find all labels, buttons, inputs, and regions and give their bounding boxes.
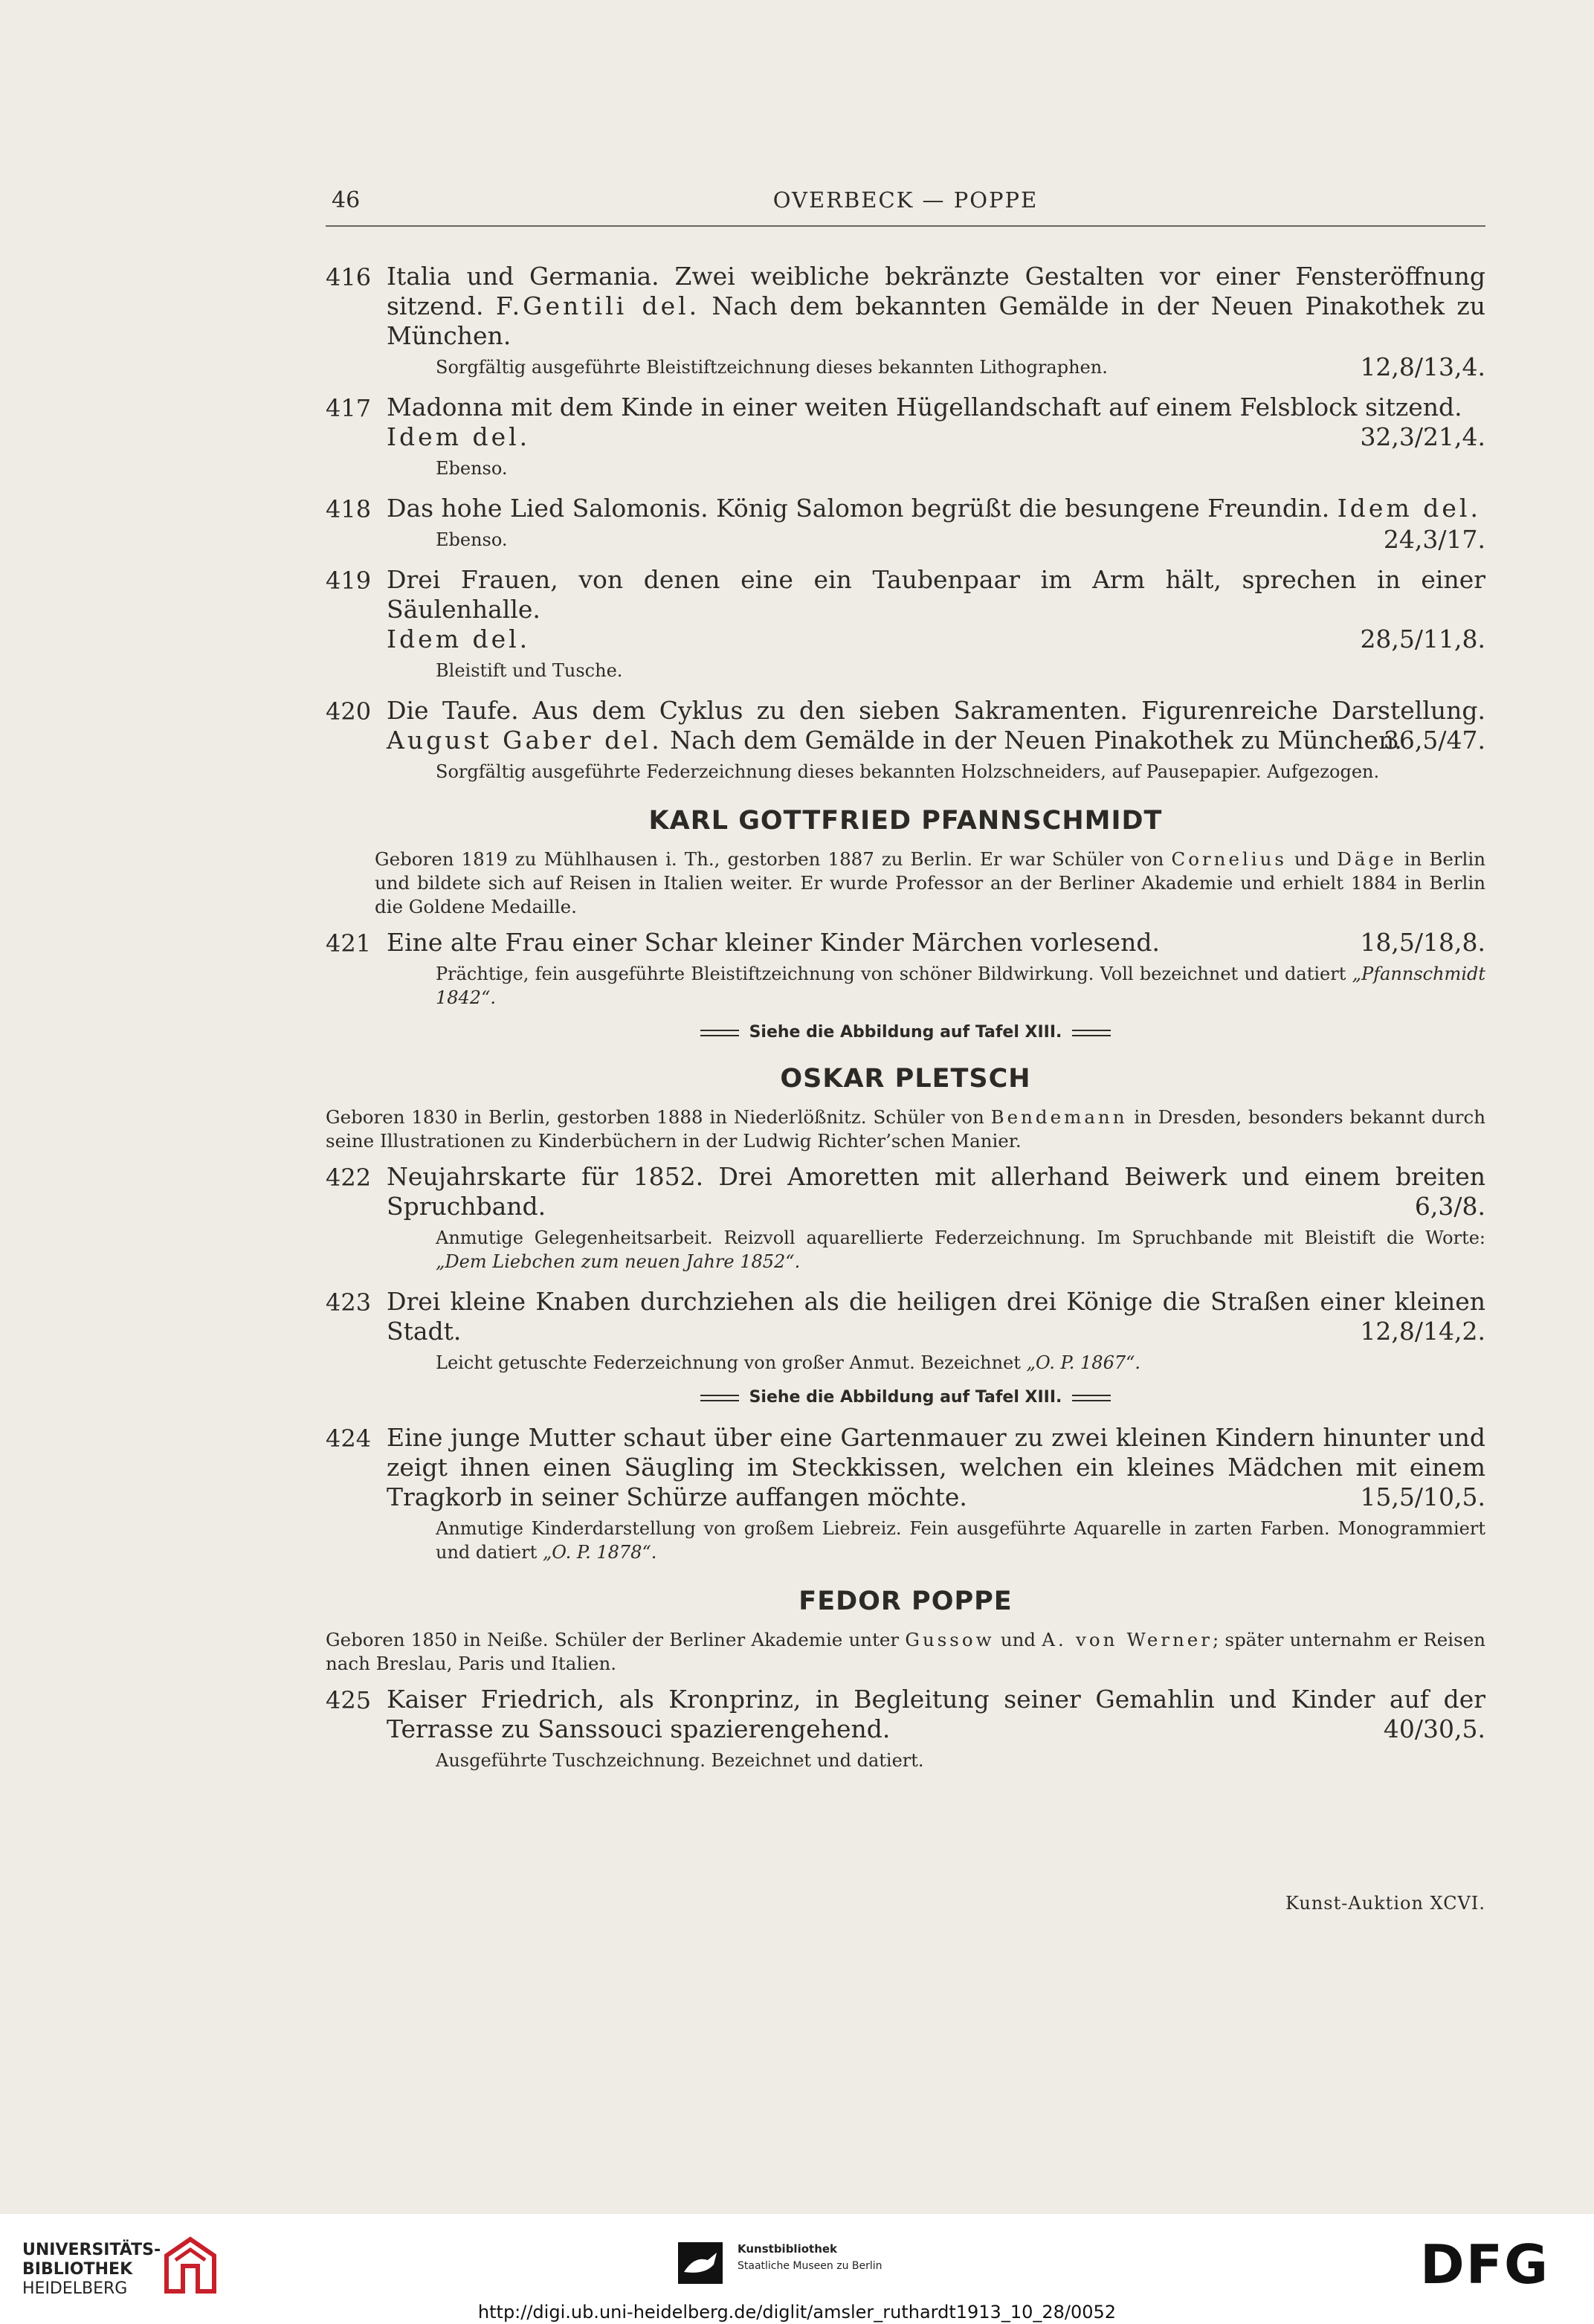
entry-text: Eine alte Frau einer Schar kleiner Kinder Märchen vorlesend. (387, 928, 1160, 957)
entry-text: Das hohe Lied Salomonis. König Salomon begrüßt die besungene Freundin. Idem del. (387, 494, 1481, 523)
plate-reference: Siehe die Abbildung auf Tafel XIII. (326, 1023, 1485, 1042)
entry-note: Ausgeführte Tuschzeichnung. Bezeichnet und datiert. (436, 1750, 924, 1771)
entry-artist: Idem del. (387, 422, 531, 451)
dfg-logo[interactable]: DFG (1420, 2233, 1550, 2296)
artist-heading-poppe: FEDOR POPPE (798, 1587, 1013, 1616)
entry-note: Bleistift und Tusche. (436, 660, 623, 681)
catalog-entry-425 (326, 1685, 1485, 1772)
catalog-entry-420 (326, 696, 1485, 784)
entry-note: 24,3/17. Ebenso. (436, 525, 1485, 554)
catalog-entry-417 (326, 393, 1485, 480)
entry-note: Sorgfältig ausgeführte Federzeichnung dieses bekannten Holzschneiders, auf Pausepapier. Aufgezogen. (436, 761, 1380, 782)
plate-reference: Siehe die Abbildung auf Tafel XIII. (326, 1388, 1485, 1407)
entry-dimensions: 12,8/13,4. (1360, 352, 1485, 381)
catalog-entry-421 (326, 928, 1485, 1010)
entry-text: Eine junge Mutter schaut über eine Gartenmauer zu zwei kleinen Kindern hinunter und zeigt ihnen einen Säugling im Steckkissen, welchen ein kleines Mädchen mit einem Tragkorb in seiner Schürze auffangen möchte. (387, 1423, 1485, 1511)
catalog-entry-424 (326, 1423, 1485, 1564)
catalog-entry-418 (326, 494, 1485, 552)
entry-note: Anmutige Kinderdarstellung von großem Liebreiz. Fein ausgeführte Aquarelle in zarten Farben. Monogrammiert und datiert „O. P. 1878“. (436, 1518, 1485, 1563)
entry-number: 425 (326, 1686, 372, 1714)
entry-number: 416 (326, 263, 372, 291)
entry-dimensions: 6,3/8. (1414, 1192, 1485, 1221)
entry-text: Kaiser Friedrich, als Kronprinz, in Begleitung seiner Gemahlin und Kinder auf der Terrasse zu Sanssouci spazierengehend. (387, 1685, 1485, 1743)
entry-note: Anmutige Gelegenheitsarbeit. Reizvoll aquarellierte Federzeichnung. Im Spruchbande mit Bleistift die Worte: „Dem Liebchen zum neuen Jahre 1852“. (436, 1227, 1485, 1272)
entry-dimensions: 36,5/47. (1383, 726, 1485, 755)
entry-note: Prächtige, fein ausgeführte Bleistiftzeichnung von schöner Bildwirkung. Voll bezeichnet und datiert „Pfannschmidt 1842“. (436, 964, 1485, 1008)
entry-artist: August Gaber del. (387, 726, 662, 755)
catalog-entry-423 (326, 1287, 1485, 1375)
artist-heading-pfannschmidt: KARL GOTTFRIED PFANNSCHMIDT (648, 806, 1163, 836)
entry-artist: F.Gentili del. (495, 291, 700, 320)
entry-number: 417 (326, 394, 372, 422)
entry-note: Ebenso. (436, 458, 508, 479)
entry-dimensions: 28,5/11,8. (1360, 624, 1485, 653)
footer-logo-bar (0, 2214, 1594, 2302)
logo-text-line: HEIDELBERG (22, 2279, 128, 2298)
catalog-entry-419 (326, 565, 1485, 682)
header-rule (326, 225, 1485, 227)
university-library-logo[interactable] (22, 2241, 161, 2299)
entry-dimensions: 18,5/18,8. (1360, 928, 1485, 957)
entry-number: 422 (326, 1163, 372, 1192)
artist-biography: Geboren 1850 in Neiße. Schüler der Berliner Akademie unter Gussow und A. von Werner; später unternahm er Reisen nach Breslau, Paris und Italien. (326, 1629, 1485, 1674)
entry-number: 420 (326, 697, 372, 726)
kunstbibliothek-emblem-icon (678, 2242, 723, 2284)
entry-note: 12,8/13,4. Sorgfältig ausgeführte Bleistiftzeichnung dieses bekannten Lithographen. (436, 352, 1485, 381)
entry-number: 419 (326, 567, 372, 595)
running-header (326, 187, 1485, 217)
catalog-entry-416 (326, 262, 1485, 379)
entry-number: 424 (326, 1424, 372, 1453)
header-title: OVERBECK — POPPE (772, 187, 1039, 213)
logo-text-line: BIBLIOTHEK (22, 2260, 133, 2279)
entry-text: Italia und Germania. Zwei weibliche bekränzte Gestalten vor einer Fensteröffnung sitzend. F.Gentili del. Nach dem bekannten Gemälde in der Neuen Pinakothek zu München. (387, 262, 1485, 350)
entry-number: 418 (326, 495, 372, 523)
entry-number: 423 (326, 1288, 372, 1317)
entry-text: Drei kleine Knaben durchziehen als die heiligen drei Könige die Straßen einer kleinen Stadt. (387, 1287, 1485, 1346)
entry-dimensions: 32,3/21,4. (1360, 422, 1485, 451)
catalog-content (326, 262, 1485, 1786)
artist-heading-pletsch: OSKAR PLETSCH (780, 1064, 1031, 1094)
logo-text-line: UNIVERSITÄTS- (22, 2241, 161, 2259)
entry-dimensions: 15,5/10,5. (1360, 1482, 1485, 1511)
ub-emblem-icon (161, 2233, 220, 2294)
source-url[interactable]: http://digi.ub.uni-heidelberg.de/diglit/amsler_ruthardt1913_10_28/0052 (477, 2302, 1117, 2323)
entry-artist: Idem del. (387, 624, 531, 653)
artist-biography: Geboren 1830 in Berlin, gestorben 1888 in Niederlößnitz. Schüler von Bendemann in Dresden, besonders bekannt durch seine Illustrationen zu Kinderbüchern in der Ludwig Richter’schen Manier. (326, 1106, 1485, 1152)
signature-mark: Kunst-Auktion XCVI. (1285, 1893, 1485, 1914)
entry-dimensions: 12,8/14,2. (1360, 1317, 1485, 1346)
entry-dimensions: 24,3/17. (1383, 525, 1485, 554)
entry-dimensions: 40/30,5. (1383, 1714, 1485, 1743)
artist-biography: Geboren 1819 zu Mühlhausen i. Th., gestorben 1887 zu Berlin. Er war Schüler von Cornelius und Däge in Berlin und bildete sich auf Reisen in Italien weiter. Er wurde Professor an der Berliner Akademie und erhielt 1884 in Berlin die Goldene Medaille. (375, 848, 1485, 917)
page-number: 46 (332, 187, 361, 213)
kunstbibliothek-text: Kunstbibliothek Staatliche Museen zu Berlin (738, 2242, 882, 2272)
entry-text: Madonna mit dem Kinde in einer weiten Hügellandschaft auf einem Felsblock sitzend. Idem del. (387, 393, 1462, 451)
entry-artist: Idem del. (1337, 494, 1481, 523)
entry-text: Die Taufe. Aus dem Cyklus zu den sieben Sakramenten. Figurenreiche Darstellung. August Gaber del. Nach dem Gemälde in der Neuen Pinakothek zu München. (387, 696, 1485, 755)
entry-text: Neujahrskarte für 1852. Drei Amoretten mit allerhand Beiwerk und einem breiten Spruchband. (387, 1162, 1485, 1221)
entry-note: Leicht getuschte Federzeichnung von großer Anmut. Bezeichnet „O. P. 1867“. (436, 1352, 1141, 1373)
catalog-entry-422 (326, 1162, 1485, 1274)
entry-text: Drei Frauen, von denen eine ein Taubenpaar im Arm hält, sprechen in einer Säulenhalle. Idem del. (387, 565, 1485, 653)
entry-number: 421 (326, 929, 372, 958)
